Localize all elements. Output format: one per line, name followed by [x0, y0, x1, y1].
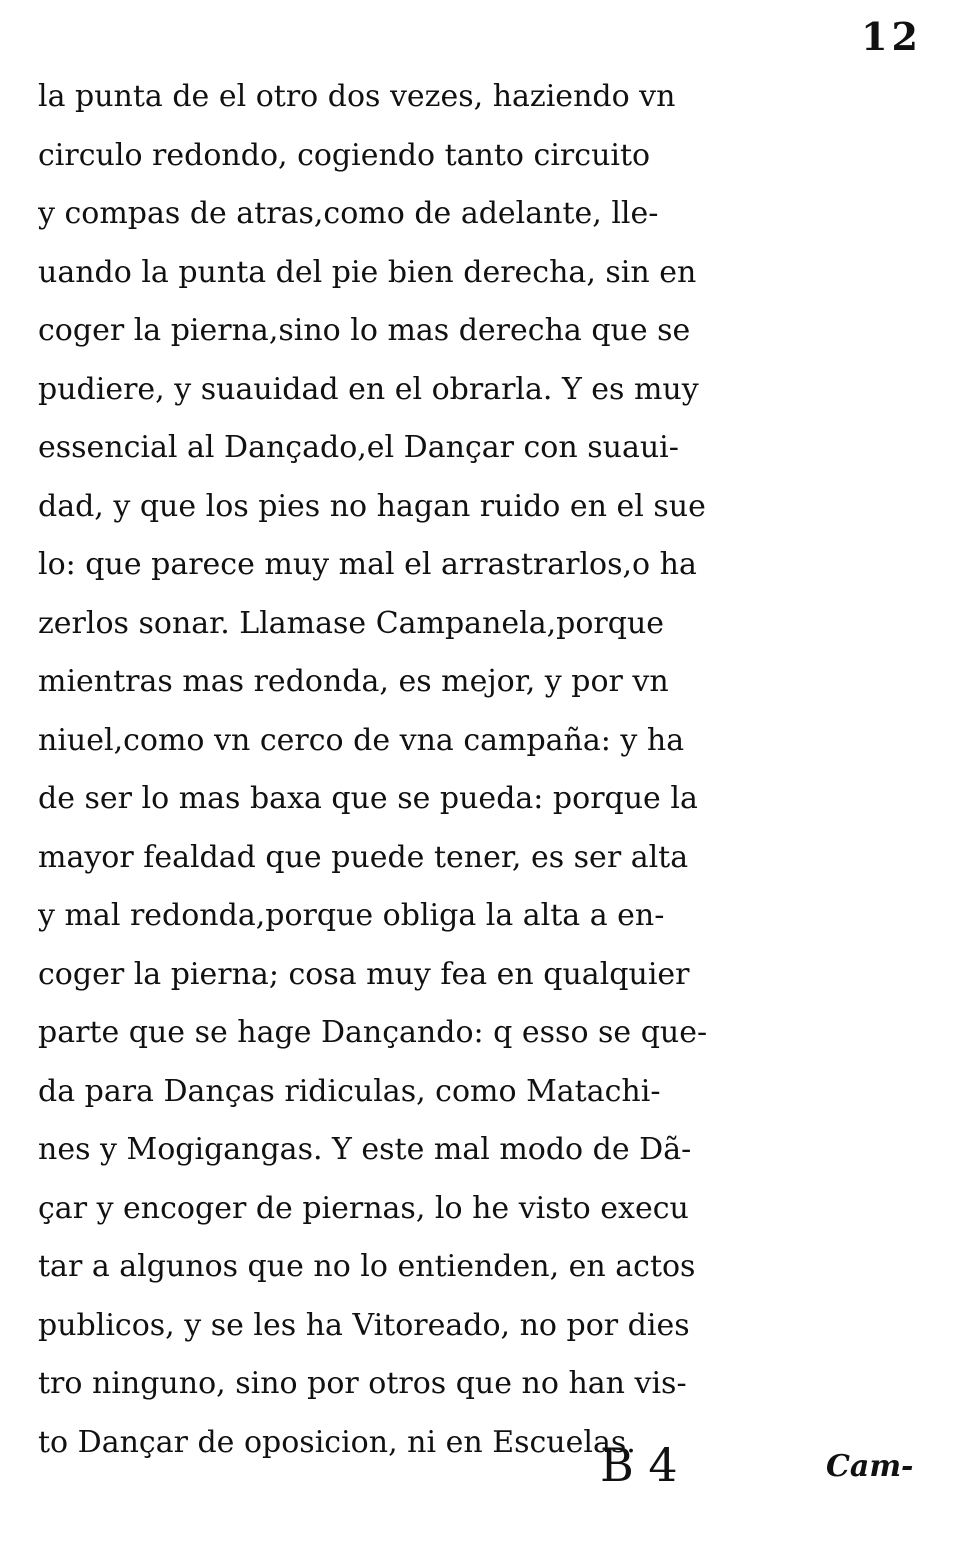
text-line: coger la pierna; cosa muy fea en qualquier — [38, 956, 690, 992]
text-line: tro ninguno, sino por otros que no han vis- — [38, 1366, 687, 1401]
text-line: uando la punta del pie bien derecha, sin en — [38, 254, 697, 290]
text-line: niuel,como vn cerco de vna campaña: y ha — [38, 722, 685, 758]
text-line: lo: que parece muy mal el arrastrarlos,o ha — [38, 547, 697, 582]
text-line: da para Danças ridiculas, como Matachi- — [38, 1073, 661, 1109]
text-line: mientras mas redonda, es mejor, y por vn — [38, 664, 669, 699]
text-line: pudiere, y suauidad en el obrarla. Y es muy — [38, 371, 699, 407]
text-line: nes y Mogigangas. Y este mal modo de Dã- — [38, 1132, 692, 1167]
text-line: de ser lo mas baxa que se pueda: porque la — [38, 781, 698, 816]
text-line: dad, y que los pies no hagan ruido en el sue — [38, 488, 706, 524]
text-line: mayor fealdad que puede tener, es ser alta — [38, 839, 689, 875]
text-line: circulo redondo, cogiendo tanto circuito — [38, 137, 651, 173]
catchword: Cam- — [826, 1449, 914, 1484]
text-line: coger la pierna,sino lo mas derecha que se — [38, 313, 691, 348]
text-line: zerlos sonar. Llamase Campanela,porque — [38, 605, 665, 641]
signature-mark: B 4 — [600, 1438, 678, 1492]
text-line: la punta de el otro dos vezes, haziendo vn — [38, 79, 676, 114]
text-line: publicos, y se les ha Vitoreado, no por dies — [38, 1307, 690, 1343]
text-line: tar a algunos que no lo entienden, en actos — [38, 1249, 696, 1284]
text-line: parte que se hage Dançando: q esso se que- — [38, 1015, 708, 1050]
body-text — [38, 68, 938, 1472]
text-line: essencial al Dançado,el Dançar con suaui- — [38, 430, 679, 465]
page-number: 12 — [861, 14, 922, 59]
text-line: çar y encoger de piernas, lo he visto execu — [38, 1190, 689, 1226]
text-line: y mal redonda,porque obliga la alta a en- — [38, 898, 665, 933]
text-line: y compas de atras,como de adelante, lle- — [38, 196, 659, 231]
text-line: to Dançar de oposicion, ni en Escuelas. — [38, 1424, 636, 1460]
